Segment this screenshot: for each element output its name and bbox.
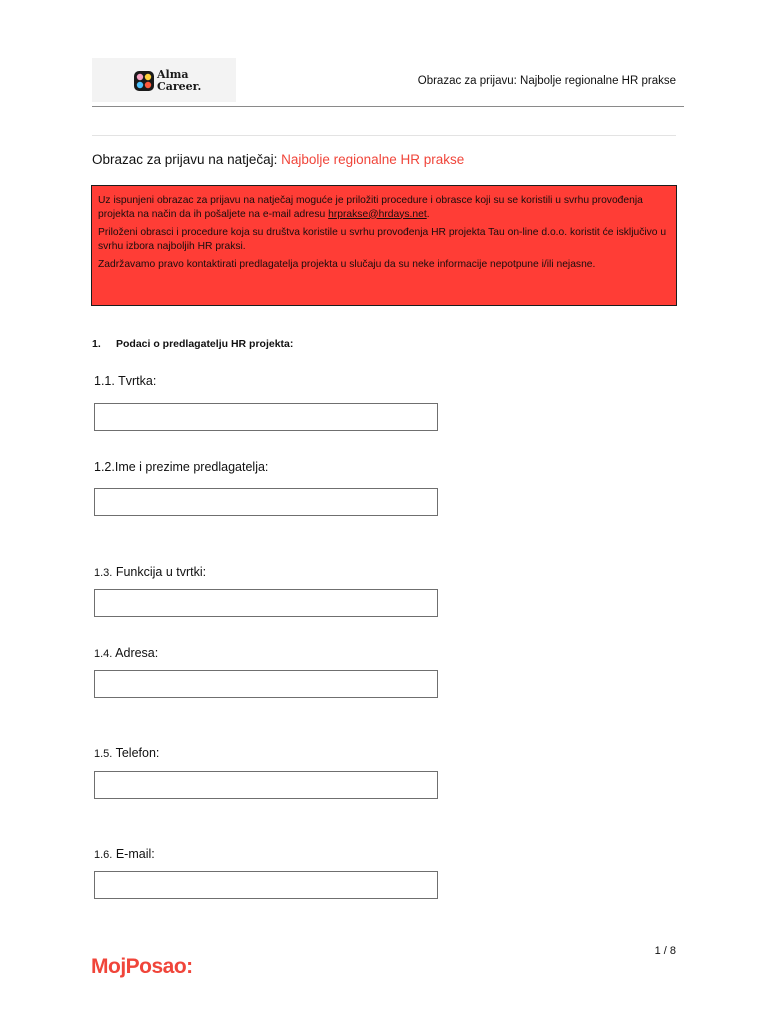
section-heading — [92, 338, 293, 350]
field-label-funkcija — [94, 565, 206, 579]
field-label-tvrtka — [94, 374, 156, 388]
email-input[interactable] — [94, 871, 438, 899]
telefon-input[interactable] — [94, 771, 438, 799]
document-title-accent: Najbolje regionalne HR prakse — [281, 152, 465, 167]
notice-text-1b: . — [426, 208, 430, 220]
section-title: Podaci o predlagatelju HR projekta: — [116, 338, 294, 350]
page-number: 1 / 8 — [654, 945, 676, 957]
adresa-input[interactable] — [94, 670, 438, 698]
field-label-ime-prezime — [94, 460, 268, 474]
notice-paragraph-3: Zadržavamo pravo kontaktirati predlagatelja projekta u slučaju da su neke informacije nepotpune i/ili nejasne. — [98, 259, 596, 270]
ime-prezime-input[interactable] — [94, 488, 438, 516]
field-number: 1.4. — [94, 648, 113, 660]
field-label-email — [94, 847, 155, 861]
notice-paragraph-2: Priloženi obrasci i procedure koja su društva koristile u svrhu provođenja HR projekta Tau on-line d.o.o. koristit će isključivo u svrhu izbora najboljih HR praksi. — [98, 227, 667, 252]
funkcija-input[interactable] — [94, 589, 438, 617]
mojposao-logo: MojPosao: — [91, 955, 193, 978]
header-divider — [92, 106, 684, 107]
field-label-text: E-mail: — [115, 847, 155, 861]
document-title-prefix: Obrazac za prijavu na natječaj: — [92, 152, 278, 167]
alma-career-logo-icon — [134, 71, 154, 91]
tvrtka-input[interactable] — [94, 403, 438, 431]
alma-career-logo — [157, 69, 227, 93]
logo-line-1: Alma — [157, 68, 189, 81]
notice-paragraph-1 — [98, 194, 670, 221]
field-number: 1.3. — [94, 567, 113, 579]
field-label-text: Telefon: — [115, 746, 160, 760]
logo-line-2: Career. — [157, 80, 202, 93]
field-label-text: Adresa: — [115, 646, 159, 660]
header-title: Obrazac za prijavu: Najbolje regionalne HR prakse — [417, 75, 676, 87]
field-label-text: Tvrtka: — [118, 374, 157, 388]
field-number: 1.6. — [94, 849, 113, 861]
document-title — [92, 152, 464, 167]
field-label-adresa — [94, 646, 158, 660]
field-number: 1.2. — [94, 460, 115, 474]
content-divider — [92, 135, 676, 136]
field-number: 1.1. — [94, 374, 115, 388]
field-label-text: Ime i prezime predlagatelja: — [114, 460, 269, 474]
notice-text-1a: Uz ispunjeni obrazac za prijavu na natječaj moguće je priložiti procedure i obrasce koji su se koristili u svrhu provođenja projekta na način da ih pošaljete na e-mail adresu — [98, 195, 643, 220]
field-label-text: Funkcija u tvrtki: — [115, 565, 207, 579]
field-label-telefon — [94, 746, 159, 760]
notice-box — [91, 185, 677, 306]
section-number: 1. — [92, 338, 101, 350]
email-link[interactable]: hrprakse@hrdays.net — [328, 208, 427, 220]
field-number: 1.5. — [94, 748, 113, 760]
